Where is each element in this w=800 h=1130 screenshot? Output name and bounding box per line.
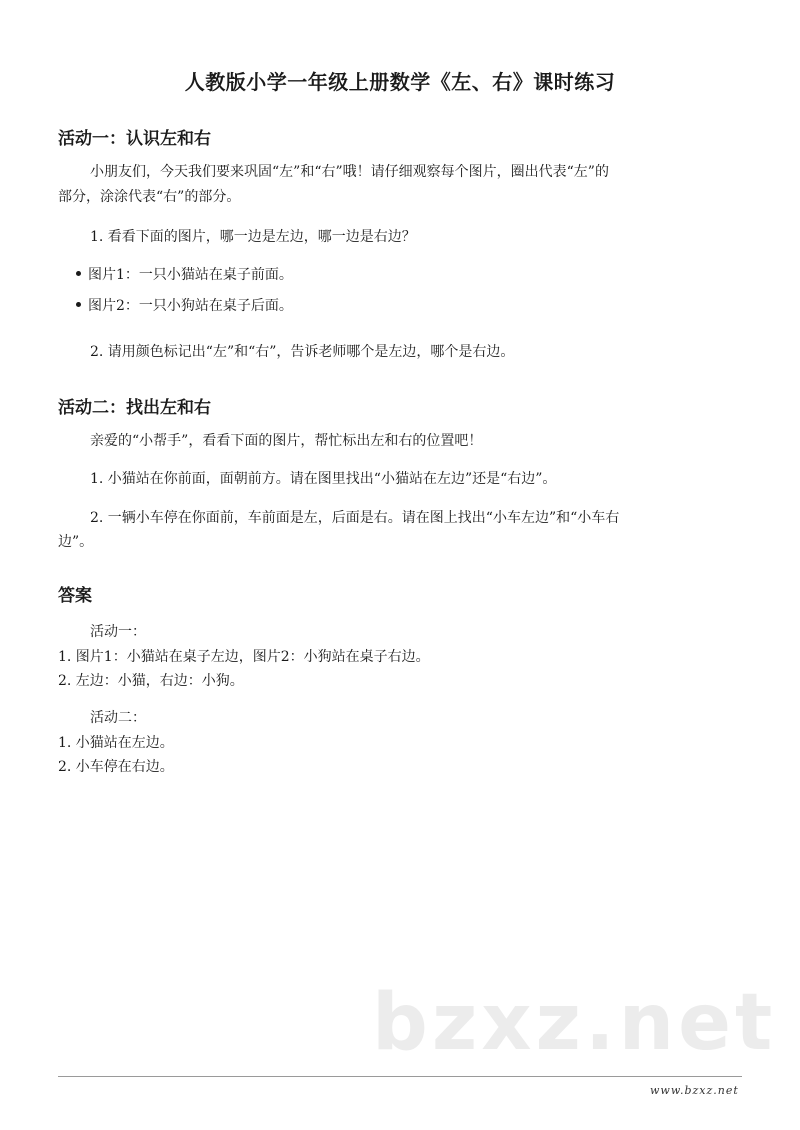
activity2-question2-line1: 2. 一辆小车停在你面前，车前面是左，后面是右。请在图上找出“小车左边”和“小车右 xyxy=(90,510,620,526)
activity1-intro-line1: 小朋友们，今天我们要来巩固“左”和“右”哦！请仔细观察每个图片，圈出代表“左”的 xyxy=(90,164,609,180)
activity2-heading: 活动二：找出左和右 xyxy=(58,398,211,418)
bullet-text: 图片2：一只小狗站在桌子后面。 xyxy=(88,298,293,314)
activity1-intro-line2: 部分，涂涂代表“右”的部分。 xyxy=(58,189,241,205)
watermark-logo: bzxz.net xyxy=(372,978,777,1068)
page-title: 人教版小学一年级上册数学《左、右》课时练习 xyxy=(184,70,616,94)
activity1-question2: 2. 请用颜色标记出“左”和“右”，告诉老师哪个是左边，哪个是右边。 xyxy=(90,344,515,360)
answers-heading: 答案 xyxy=(58,586,92,606)
activity2-intro: 亲爱的“小帮手”，看看下面的图片，帮忙标出左和右的位置吧！ xyxy=(90,433,483,449)
answer-item: 2. 小车停在右边。 xyxy=(58,759,174,775)
footer-divider xyxy=(58,1076,742,1077)
answer-item: 1. 小猫站在左边。 xyxy=(58,735,174,751)
activity1-question1: 1. 看看下面的图片，哪一边是左边，哪一边是右边？ xyxy=(90,229,416,245)
bullet-icon xyxy=(76,302,81,307)
footer-url: www.bzxz.net xyxy=(650,1084,739,1097)
activity1-heading: 活动一：认识左和右 xyxy=(58,129,211,149)
bullet-icon xyxy=(76,271,81,276)
bullet-text: 图片1：一只小猫站在桌子前面。 xyxy=(88,267,293,283)
answer-item: 1. 图片1：小猫站在桌子左边，图片2：小狗站在桌子右边。 xyxy=(58,649,430,665)
answers-activity1-label: 活动一： xyxy=(90,624,146,640)
answer-item: 2. 左边：小猫，右边：小狗。 xyxy=(58,673,244,689)
answers-activity2-label: 活动二： xyxy=(90,710,146,726)
bullet-item xyxy=(76,264,293,286)
activity2-question2-line2: 边”。 xyxy=(58,534,94,550)
bullet-item xyxy=(76,295,293,317)
activity2-question1: 1. 小猫站在你前面，面朝前方。请在图里找出“小猫站在左边”还是“右边”。 xyxy=(90,471,557,487)
